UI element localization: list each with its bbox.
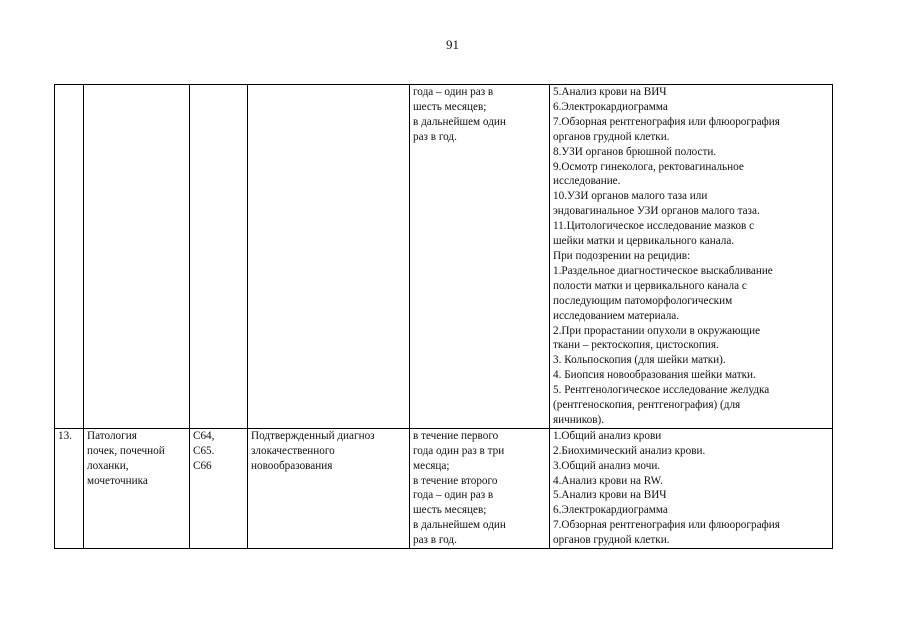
cell-text-line: яичников). (553, 413, 604, 426)
table-row (55, 428, 833, 548)
row-number: 13. (58, 429, 72, 442)
cell-text-line: злокачественного (251, 444, 335, 457)
cell-text-line: 2.При прорастании опухоли в окружающие (553, 324, 761, 337)
cell-text-line: месяца; (413, 459, 450, 472)
cell-text-line: При подозрении на рецидив: (553, 249, 691, 262)
cell-text-line: Подтвержденный диагноз (251, 429, 375, 442)
frequency-cell (410, 85, 550, 429)
row-number-cell (55, 85, 84, 429)
cell-text-line: C66 (193, 459, 212, 472)
examinations-cell (550, 85, 833, 429)
cell-text-line: в течение первого (413, 429, 499, 442)
cell-text-line: шесть месяцев; (413, 504, 487, 517)
cell-text-line: 4. Биопсия новообразования шейки матки. (553, 369, 756, 382)
examinations-cell (550, 428, 833, 548)
frequency-cell (410, 428, 550, 548)
cell-text-line: 10.УЗИ органов малого таза или (553, 190, 708, 203)
cell-text-line: 9.Осмотр гинеколога, ректовагинальное (553, 160, 744, 173)
cell-text-line: шейки матки и цервикального канала. (553, 235, 735, 248)
cell-text-line: 8.УЗИ органов брюшной полости. (553, 145, 717, 158)
icd-code-cell (190, 428, 248, 548)
cell-text-line: года один раз в три (413, 444, 505, 457)
localization-cell (84, 428, 190, 548)
cell-text-line: почек, почечной (87, 444, 165, 457)
cell-text-line: органов грудной клетки. (553, 130, 670, 143)
cell-text-line: эндовагинальное УЗИ органов малого таза. (553, 205, 760, 218)
cell-text-line: раз в год. (413, 534, 457, 547)
cell-text-line: 6.Электрокардиограмма (553, 100, 668, 113)
cell-text-line: последующим патоморфологическим (553, 294, 733, 307)
cell-text-line: 3.Общий анализ мочи. (553, 459, 661, 472)
cell-text-line: 1.Общий анализ крови (553, 429, 662, 442)
page-number: 91 (446, 37, 459, 52)
cell-text-line: 4.Анализ крови на RW. (553, 474, 663, 487)
icd-code-cell (190, 85, 248, 429)
table-row (55, 85, 833, 429)
cell-text-line: года – один раз в (413, 489, 494, 502)
cell-text-line: 7.Обзорная рентгенография или флюорография (553, 115, 780, 128)
cell-text-line: года – один раз в (413, 86, 494, 98)
cell-text-line: 11.Цитологическое исследование мазков с (553, 220, 755, 233)
cell-text-line: 1.Раздельное диагностическое выскабливание (553, 264, 773, 277)
cell-text-line: в дальнейшем один (413, 519, 506, 532)
cell-text-line: шесть месяцев; (413, 100, 487, 113)
cell-text-line: 5.Анализ крови на ВИЧ (553, 489, 667, 502)
cell-text-line: 5.Анализ крови на ВИЧ (553, 86, 667, 98)
cell-text-line: лоханки, (87, 459, 129, 472)
diagnosis-cell (248, 428, 410, 548)
cell-text-line: исследованием материала. (553, 309, 680, 322)
cell-text-line: органов грудной клетки. (553, 534, 670, 547)
cell-text-line: 7.Обзорная рентгенография или флюорография (553, 519, 780, 532)
cell-text-line: ткани – ректоскопия, цистоскопия. (553, 339, 719, 352)
cell-text-line: Патология (87, 429, 137, 442)
cell-text-line: (рентгеноскопия, рентгенография) (для (553, 399, 741, 412)
follow-up-table (54, 84, 833, 549)
cell-text-line: 3. Кольпоскопия (для шейки матки). (553, 354, 726, 367)
localization-cell (84, 85, 190, 429)
cell-text-line: мочеточника (87, 474, 148, 487)
cell-text-line: полости матки и цервикального канала с (553, 279, 747, 292)
cell-text-line: в течение второго (413, 474, 498, 487)
diagnosis-cell (248, 85, 410, 429)
cell-text-line: C64, (193, 429, 215, 442)
cell-text-line: новообразования (251, 459, 333, 472)
cell-text-line: 5. Рентгенологическое исследование желудка (553, 384, 770, 397)
cell-text-line: 6.Электрокардиограмма (553, 504, 668, 517)
cell-text-line: в дальнейшем один (413, 115, 506, 128)
cell-text-line: C65. (193, 444, 215, 457)
cell-text-line: раз в год. (413, 130, 457, 143)
cell-text-line: исследование. (553, 175, 621, 188)
row-number-cell (55, 428, 84, 548)
cell-text-line: 2.Биохимический анализ крови. (553, 444, 706, 457)
